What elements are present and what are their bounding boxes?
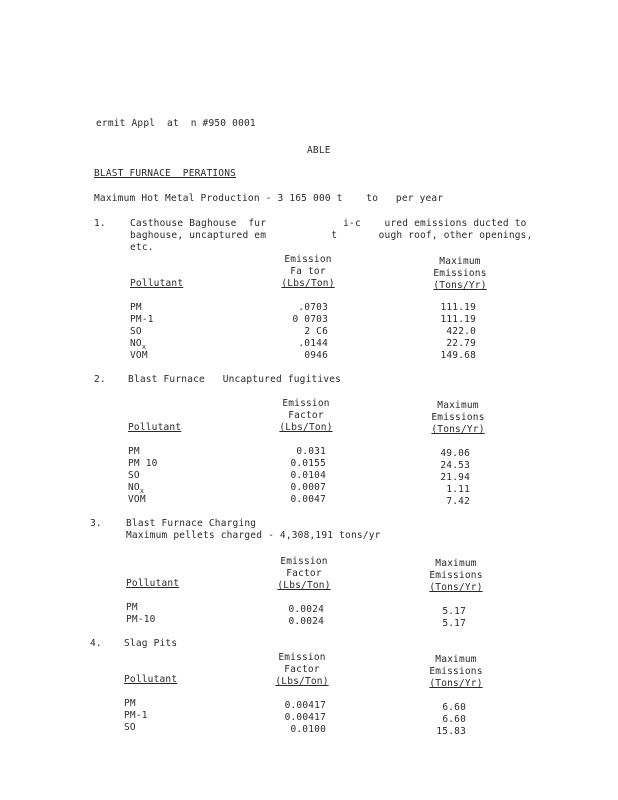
section-title-line: Slag Pits [124,638,178,649]
factor-cell: .0144 [298,338,328,349]
section-number: 1. [94,218,106,229]
max-cell: 6.60 [442,702,466,713]
pollutant-cell: VOM [128,494,146,505]
section-number: 2. [94,374,106,385]
section-title-line: Blast Furnace Uncaptured fugitives [128,374,342,385]
factor-cell: 0.0024 [288,616,324,627]
pollutant-header: Pollutant [128,422,182,433]
factor-cell: 0.031 [296,446,326,457]
factor-cell: .0703 [298,302,328,313]
production-line: Maximum Hot Metal Production - 3 165 000 t to per year [94,193,444,204]
max-header: Maximum [439,256,481,267]
max-cell: 49.06 [440,448,470,459]
max-header: Maximum [435,654,477,665]
max-cell: 22.79 [446,338,476,349]
section-subtitle-line: Maximum pellets charged - 4,308,191 tons/yr [126,530,381,541]
factor-cell: 0.00417 [284,700,326,711]
pollutant-cell: SO [130,326,142,337]
permit-application-line: ermit Appl at n #950 0001 [96,118,256,129]
max-cell: 24.53 [440,460,470,471]
max-header: Maximum [437,400,479,411]
max-cell: 149.68 [440,350,476,361]
max-cell: 111.19 [440,302,476,313]
max-header: Maximum [435,558,477,569]
factor-cell: 0 0703 [292,314,328,325]
pollutant-cell: PM [128,446,140,457]
max-cell: 21.94 [440,472,470,483]
max-cell: 5.17 [442,618,466,629]
factor-header: Emission [284,254,332,265]
factor-header-unit: (Lbs/Ton) [279,422,333,433]
section-number: 4. [90,638,102,649]
pollutant-header: Pollutant [130,278,184,289]
factor-cell: 2 C6 [304,326,328,337]
pollutant-cell: PM 10 [128,458,158,469]
factor-cell: 0.0047 [290,494,326,505]
max-header-unit: (Tons/Yr) [431,424,485,435]
pollutant-cell: SO [128,470,140,481]
section-title: BLAST FURNACE PERATIONS [94,168,237,179]
factor-cell: 0946 [304,350,328,361]
section-title-line: Blast Furnace Charging [126,518,257,529]
factor-header: Factor [286,568,322,579]
factor-header: Fa tor [290,266,326,277]
section-title-line: Casthouse Baghouse fur i-c ured emissions ducted to [130,218,527,229]
max-cell: 422.0 [446,326,476,337]
factor-cell: 0.0104 [290,470,326,481]
section-number: 3. [90,518,102,529]
factor-header-unit: (Lbs/Ton) [277,580,331,591]
factor-header-unit: (Lbs/Ton) [275,676,329,687]
max-cell: 7.42 [446,496,470,507]
pollutant-cell: PM [130,302,142,313]
factor-cell: 0.0100 [290,724,326,735]
factor-header: Emission [282,398,330,409]
max-cell: 6.60 [442,714,466,725]
section-title-line: etc. [130,242,154,253]
max-cell: 5.17 [442,606,466,617]
table-title: ABLE [307,145,331,156]
max-header-unit: (Tons/Yr) [433,280,487,291]
max-header-unit: (Tons/Yr) [429,582,483,593]
pollutant-header: Pollutant [124,674,178,685]
pollutant-header: Pollutant [126,578,180,589]
max-header: Emissions [431,412,485,423]
pollutant-cell: $NO_x$ [130,338,147,351]
factor-header: Emission [278,652,326,663]
pollutant-cell: $NO_x$ [128,482,145,495]
factor-header-unit: (Lbs/Ton) [281,278,335,289]
section-title-line: baghouse, uncaptured em t ough roof, other openings, [130,230,533,241]
factor-cell: 0.00417 [284,712,326,723]
max-cell: 111.19 [440,314,476,325]
pollutant-cell: PM-10 [126,614,156,625]
max-header-unit: (Tons/Yr) [429,678,483,689]
factor-header: Factor [288,410,324,421]
subscript-x: x [139,486,145,495]
max-cell: 1.11 [446,484,470,495]
factor-cell: 0.0024 [288,604,324,615]
max-cell: 15.83 [436,726,466,737]
factor-header: Factor [284,664,320,675]
pollutant-cell: VOM [130,350,148,361]
max-header: Emissions [429,666,483,677]
pollutant-cell: PM [124,698,136,709]
factor-header: Emission [280,556,328,567]
max-header: Emissions [433,268,487,279]
factor-cell: 0.0007 [290,482,326,493]
max-header: Emissions [429,570,483,581]
subscript-x: x [141,342,147,351]
pollutant-cell: PM [126,602,138,613]
factor-cell: 0.0155 [290,458,326,469]
pollutant-cell: PM-1 [124,710,148,721]
pollutant-cell: SO [124,722,136,733]
pollutant-cell: PM-1 [130,314,154,325]
